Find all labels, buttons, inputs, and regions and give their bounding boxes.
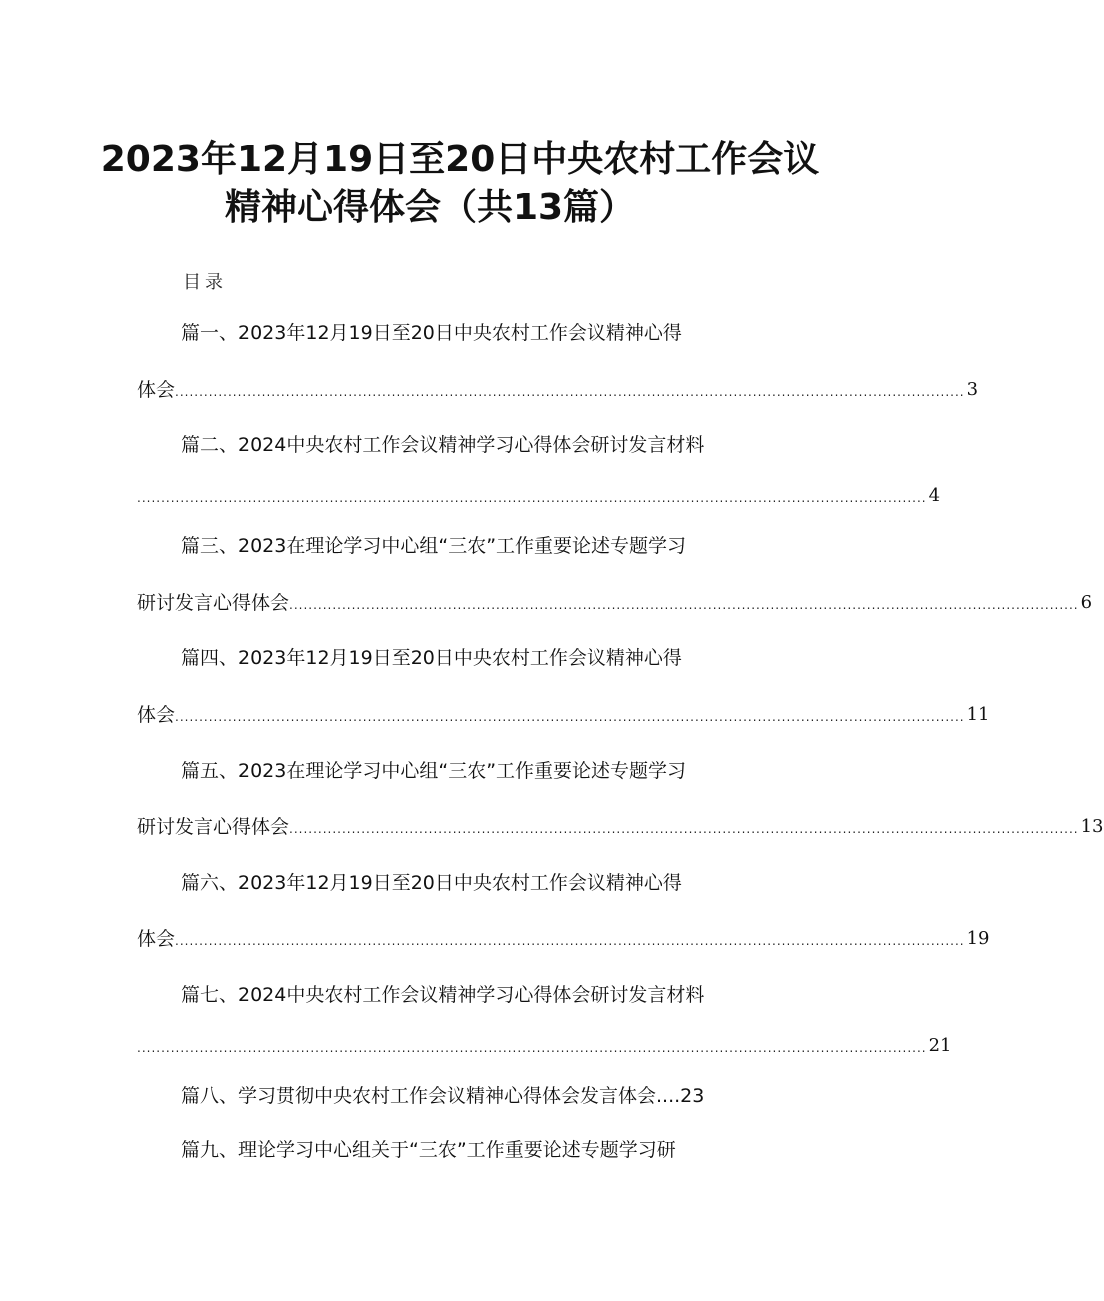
toc-entry-2-page: 4 bbox=[928, 485, 941, 506]
toc-entry-5-page: 13 bbox=[1080, 816, 1104, 837]
document-title-line-1: 2023年12月19日至20日中央农村工作会议 bbox=[100, 139, 820, 180]
toc-entry-7-page: 21 bbox=[928, 1035, 952, 1056]
toc-entry-3-page: 6 bbox=[1080, 592, 1093, 613]
toc-entry-5-text: 研讨发言心得体会 bbox=[137, 816, 290, 838]
toc-leader-dots: .................................................................................................................................................................... bbox=[137, 1041, 927, 1055]
toc-entry-4-text: 体会 bbox=[137, 704, 176, 726]
toc-entry-1-text: 体会 bbox=[137, 379, 176, 401]
toc-entry-4-continuation[interactable] bbox=[137, 702, 990, 728]
toc-entry-8[interactable]: 篇八、学习贯彻中央农村工作会议精神心得体会发言体会....23 bbox=[181, 1085, 705, 1107]
toc-entry-7-continuation[interactable] bbox=[137, 1033, 952, 1059]
toc-leader-dots: .................................................................................................................................................................... bbox=[137, 491, 927, 505]
toc-entry-6-text: 体会 bbox=[137, 928, 176, 950]
toc-entry-1-title[interactable]: 篇一、2023年12月19日至20日中央农村工作会议精神心得 bbox=[181, 322, 682, 344]
toc-entry-3-text: 研讨发言心得体会 bbox=[137, 592, 290, 614]
toc-leader-dots: .................................................................................................................................................................... bbox=[289, 822, 1079, 836]
toc-leader-dots: .................................................................................................................................................................... bbox=[289, 598, 1079, 612]
toc-entry-2-continuation[interactable] bbox=[137, 483, 941, 509]
toc-leader-dots: .................................................................................................................................................................... bbox=[175, 934, 965, 948]
toc-entry-5-title[interactable]: 篇五、2023在理论学习中心组“三农”工作重要论述专题学习 bbox=[181, 760, 687, 782]
toc-entry-1-continuation[interactable] bbox=[137, 377, 979, 403]
toc-leader-dots: .................................................................................................................................................................... bbox=[175, 710, 965, 724]
toc-entry-7-title[interactable]: 篇七、2024中央农村工作会议精神学习心得体会研讨发言材料 bbox=[181, 984, 705, 1006]
document-title-line-2: 精神心得体会（共13篇） bbox=[224, 187, 636, 228]
toc-entry-2-title[interactable]: 篇二、2024中央农村工作会议精神学习心得体会研讨发言材料 bbox=[181, 434, 705, 456]
toc-entry-3-title[interactable]: 篇三、2023在理论学习中心组“三农”工作重要论述专题学习 bbox=[181, 535, 687, 557]
toc-entry-9[interactable]: 篇九、理论学习中心组关于“三农”工作重要论述专题学习研 bbox=[181, 1139, 676, 1161]
toc-entry-3-continuation[interactable] bbox=[137, 590, 1093, 616]
toc-entry-6-page: 19 bbox=[966, 928, 990, 949]
toc-entry-6-continuation[interactable] bbox=[137, 926, 990, 952]
toc-entry-4-title[interactable]: 篇四、2023年12月19日至20日中央农村工作会议精神心得 bbox=[181, 647, 682, 669]
toc-entry-4-page: 11 bbox=[966, 704, 990, 725]
toc-entry-1-page: 3 bbox=[966, 379, 979, 400]
toc-entry-6-title[interactable]: 篇六、2023年12月19日至20日中央农村工作会议精神心得 bbox=[181, 872, 682, 894]
toc-entry-5-continuation[interactable] bbox=[137, 814, 1104, 840]
toc-heading: 目录 bbox=[183, 272, 227, 293]
toc-leader-dots: .................................................................................................................................................................... bbox=[175, 385, 965, 399]
